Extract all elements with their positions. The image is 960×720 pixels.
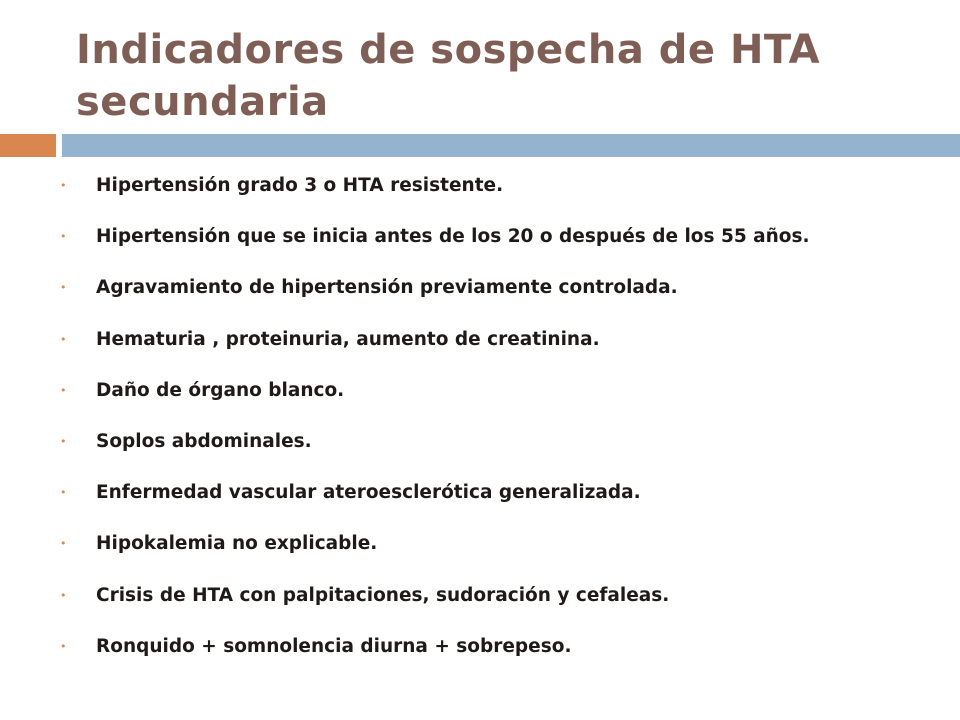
bullet-item <box>60 428 940 479</box>
bullet-text: Daño de órgano blanco. <box>96 379 345 401</box>
bullet-text: Hematuria , proteinuria, aumento de creatinina. <box>96 328 600 350</box>
accent-bar-left <box>0 134 56 157</box>
accent-bar-right <box>62 134 960 157</box>
slide-title: Indicadores de sospecha de HTA secundaria <box>76 27 821 125</box>
bullet-text: Soplos abdominales. <box>96 430 312 452</box>
bullet-text: Hipertensión que se inicia antes de los 20 o después de los 55 años. <box>96 226 810 248</box>
bullet-icon: • <box>60 537 67 551</box>
bullet-item <box>60 326 940 377</box>
bullet-icon: • <box>60 383 67 397</box>
bullet-text: Crisis de HTA con palpitaciones, sudoración y cefaleas. <box>96 584 670 606</box>
bullet-item <box>60 377 940 428</box>
bullet-item <box>60 274 940 325</box>
bullet-icon: • <box>60 434 67 448</box>
bullet-item <box>60 633 940 684</box>
bullet-icon: • <box>60 486 67 500</box>
bullet-item <box>60 479 940 530</box>
bullet-list <box>60 172 940 684</box>
bullet-text: Hipertensión grado 3 o HTA resistente. <box>96 175 504 196</box>
bullet-icon: • <box>60 281 67 295</box>
bullet-item <box>60 530 940 581</box>
bullet-item <box>60 172 940 223</box>
bullet-item <box>60 223 940 274</box>
bullet-text: Hipokalemia no explicable. <box>96 533 378 555</box>
bullet-text: Agravamiento de hipertensión previamente controlada. <box>96 277 678 299</box>
bullet-text: Ronquido + somnolencia diurna + sobrepeso. <box>96 635 572 657</box>
bullet-item <box>60 582 940 633</box>
bullet-icon: • <box>60 588 67 602</box>
bullet-icon: • <box>60 332 67 346</box>
bullet-icon: • <box>60 179 67 192</box>
bullet-icon: • <box>60 639 67 653</box>
bullet-text: Enfermedad vascular ateroesclerótica generalizada. <box>96 482 641 504</box>
bullet-icon: • <box>60 230 67 244</box>
